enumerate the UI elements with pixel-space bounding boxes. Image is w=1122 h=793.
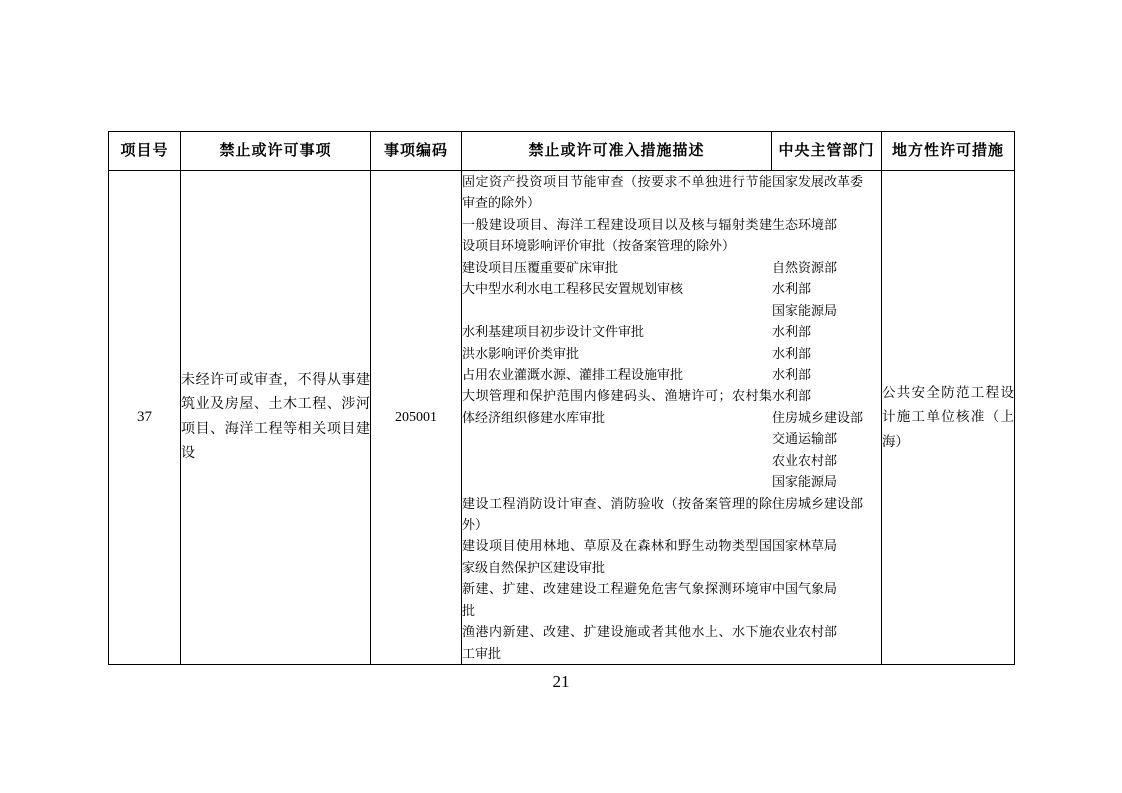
department-name: 国家发展改革委	[772, 174, 864, 189]
measure-description: 水利基建项目初步设计文件审批	[462, 324, 645, 340]
measure-description: 渔港内新建、改建、扩建设施或者其他水上、水下施工审批	[462, 624, 772, 661]
department-name: 国家林草局	[772, 538, 838, 554]
measure-departments	[772, 364, 882, 385]
cell-measures-group	[462, 171, 882, 665]
department-name: 住房城乡建设部	[772, 409, 864, 425]
measure-departments	[772, 214, 882, 257]
department-name: 水利部	[772, 324, 812, 340]
measure-departments	[772, 493, 882, 536]
measure-row	[462, 343, 882, 364]
measure-row	[462, 578, 882, 621]
measure-row	[462, 385, 882, 492]
department-name: 国家能源局	[772, 302, 838, 318]
department-name: 住房城乡建设部	[772, 495, 864, 511]
measure-departments	[772, 535, 882, 578]
department-name: 农业农村部	[772, 452, 838, 468]
measure-row	[462, 493, 882, 536]
department-name: 水利部	[772, 281, 812, 297]
measure-description: 建设项目使用林地、草原及在森林和野生动物类型国家级自然保护区建设审批	[462, 538, 772, 575]
department-name: 水利部	[772, 366, 812, 382]
measure-row	[462, 535, 882, 578]
measure-row	[462, 278, 882, 321]
department-name: 水利部	[772, 345, 812, 361]
department-name: 交通运输部	[772, 431, 838, 447]
cell-local-measures: 公共安全防范工程设计施工单位核准（上海）	[882, 171, 1015, 665]
header-measure-description: 禁止或许可准入措施描述	[462, 132, 772, 171]
table-row	[109, 171, 1015, 665]
measures-subtable	[462, 171, 882, 664]
measure-row	[462, 171, 882, 214]
measure-departments	[772, 343, 882, 364]
cell-project-no: 37	[109, 171, 181, 665]
measure-departments	[772, 257, 882, 278]
cell-item: 未经许可或审查，不得从事建筑业及房屋、土木工程、涉河项目、海洋工程等相关项目建设	[181, 171, 371, 665]
header-project-no: 项目号	[109, 132, 181, 171]
measure-departments	[772, 621, 882, 664]
regulatory-measures-table	[108, 131, 1015, 665]
department-name: 自然资源部	[772, 259, 838, 275]
measure-row	[462, 214, 882, 257]
department-name: 农业农村部	[772, 624, 838, 640]
header-item: 禁止或许可事项	[181, 132, 371, 171]
measure-row	[462, 321, 882, 342]
measure-description: 建设工程消防设计审查、消防验收（按备案管理的除外）	[462, 495, 772, 532]
measure-description: 建设项目压覆重要矿床审批	[462, 259, 619, 275]
department-name: 国家能源局	[772, 474, 838, 490]
measure-description: 大中型水利水电工程移民安置规划审核	[462, 281, 684, 297]
department-name: 中国气象局	[772, 581, 838, 597]
header-central-department: 中央主管部门	[772, 132, 882, 171]
measure-departments	[772, 321, 882, 342]
measure-departments	[772, 578, 882, 621]
measure-row	[462, 257, 882, 278]
header-code: 事项编码	[371, 132, 462, 171]
measure-description: 占用农业灌溉水源、灌排工程设施审批	[462, 366, 684, 382]
department-name: 水利部	[772, 388, 812, 404]
measure-description: 洪水影响评价类审批	[462, 345, 580, 361]
measure-departments	[772, 171, 882, 214]
cell-code: 205001	[371, 171, 462, 665]
measure-row	[462, 364, 882, 385]
page-number: 21	[552, 672, 570, 691]
measure-description: 一般建设项目、海洋工程建设项目以及核与辐射类建设项目环境影响评价审批（按备案管理的除外）	[462, 216, 772, 254]
measure-row	[462, 621, 882, 664]
measure-description: 大坝管理和保护范围内修建码头、渔塘许可；农村集体经济组织修建水库审批	[462, 388, 772, 425]
measure-description: 固定资产投资项目节能审查（按要求不单独进行节能审查的除外）	[462, 174, 772, 211]
table-header-row	[109, 132, 1015, 171]
header-local-measures: 地方性许可措施	[882, 132, 1015, 171]
measure-departments	[772, 278, 882, 321]
measure-description: 新建、扩建、改建建设工程避免危害气象探测环境审批	[462, 581, 772, 618]
measure-departments	[772, 385, 882, 492]
department-name: 生态环境部	[772, 216, 838, 232]
